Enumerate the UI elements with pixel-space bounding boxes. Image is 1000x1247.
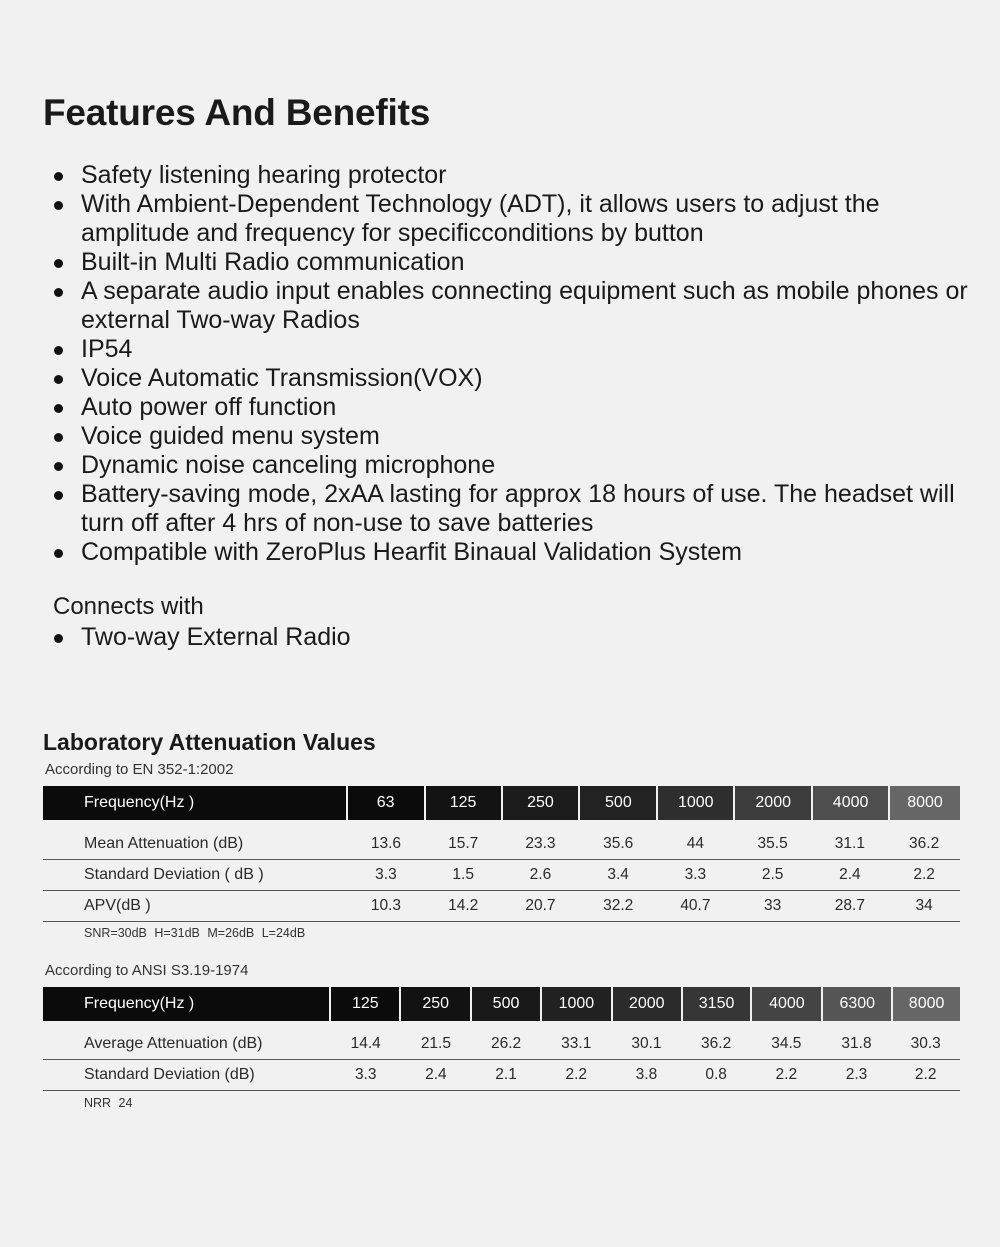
en-row-value: 2.4 (839, 866, 861, 883)
en-table-row (43, 829, 960, 860)
ansi-header-frequency: 250 (401, 987, 470, 1021)
en-header-frequency: 1000 (658, 786, 733, 820)
en-row-value: 3.4 (607, 866, 629, 883)
connects-title: Connects with (53, 593, 204, 620)
en-row-value: 14.2 (448, 897, 479, 914)
ansi-header-frequency: 4000 (752, 987, 821, 1021)
ansi-header-frequency: 125 (331, 987, 399, 1021)
ansi-row-value: 31.8 (841, 1035, 872, 1052)
en-row-value: 35.5 (757, 835, 788, 852)
ansi-header-frequency: 8000 (893, 987, 960, 1021)
feature-item: Dynamic noise canceling microphone (43, 451, 973, 480)
en-row-value: 2.5 (761, 866, 784, 883)
en-row-value: 2.2 (913, 866, 935, 883)
ansi-note: NRR 24 (84, 1096, 133, 1110)
en-row-value: 10.3 (370, 897, 402, 914)
feature-item: IP54 (43, 335, 973, 364)
features-list (43, 161, 973, 567)
en-row-value: 28.7 (834, 897, 865, 914)
ansi-row-value: 0.8 (705, 1066, 727, 1083)
ansi-table-row (43, 1060, 960, 1091)
connects-item: Two-way External Radio (43, 623, 351, 652)
en-row-value: 31.1 (834, 835, 865, 852)
page-title: Features And Benefits (43, 92, 431, 133)
ansi-row-value: 2.2 (775, 1066, 798, 1083)
ansi-row-label: Standard Deviation (dB) (84, 1066, 255, 1083)
lab-title: Laboratory Attenuation Values (43, 729, 376, 755)
ansi-row-value: 33.1 (561, 1035, 592, 1052)
ansi-row-value: 30.3 (910, 1035, 941, 1052)
en-attenuation-table (43, 786, 960, 922)
ansi-row-value: 3.3 (354, 1066, 377, 1083)
ansi-table-row (43, 1029, 960, 1060)
en-header-label: Frequency(Hz ) (43, 786, 346, 820)
en-row-value: 3.3 (375, 866, 397, 883)
ansi-row-value: 2.4 (425, 1066, 447, 1083)
en-subtitle: According to EN 352-1:2002 (45, 761, 234, 778)
feature-item: Voice Automatic Transmission(VOX) (43, 364, 973, 393)
en-header-frequency: 500 (580, 786, 656, 820)
ansi-row-value: 36.2 (701, 1035, 732, 1052)
en-row-value: 44 (686, 835, 705, 852)
ansi-header-frequency: 500 (472, 987, 540, 1021)
en-header-frequency: 250 (503, 786, 579, 820)
en-row-value: 23.3 (525, 835, 556, 852)
ansi-header-frequency: 1000 (542, 987, 611, 1021)
en-row-value: 33 (764, 897, 782, 914)
en-row-value: 34 (915, 897, 933, 914)
en-table-row (43, 891, 960, 922)
ansi-row-label: Average Attenuation (dB) (84, 1035, 263, 1052)
feature-item: Built-in Multi Radio communication (43, 248, 973, 277)
en-row-label: Standard Deviation ( dB ) (84, 866, 264, 883)
en-row-value: 20.7 (525, 897, 556, 914)
ansi-header-frequency: 3150 (683, 987, 751, 1021)
feature-item: A separate audio input enables connecting equipment such as mobile phones or external Two-way Radios (43, 277, 973, 335)
en-row-value: 35.6 (603, 835, 634, 852)
ansi-row-value: 26.2 (490, 1035, 522, 1052)
ansi-row-value: 2.1 (495, 1066, 517, 1083)
en-row-value: 13.6 (370, 835, 402, 852)
en-header-frequency: 4000 (813, 786, 888, 820)
ansi-row-value: 2.3 (845, 1066, 868, 1083)
en-note: SNR=30dB H=31dB M=26dB L=24dB (84, 926, 306, 940)
en-row-label: Mean Attenuation (dB) (84, 835, 244, 852)
ansi-subtitle: According to ANSI S3.19-1974 (45, 962, 249, 979)
feature-item: Compatible with ZeroPlus Hearfit Binaual Validation System (43, 538, 973, 567)
connects-list (43, 623, 351, 652)
ansi-row-value: 14.4 (350, 1035, 381, 1052)
feature-item: Battery-saving mode, 2xAA lasting for approx 18 hours of use. The headset will turn off after 4 hrs of non-use to save batteries (43, 480, 973, 538)
en-row-value: 15.7 (448, 835, 479, 852)
ansi-header-frequency: 2000 (613, 987, 681, 1021)
feature-item: Safety listening hearing protector (43, 161, 973, 190)
ansi-row-value: 21.5 (420, 1035, 451, 1052)
ansi-row-value: 3.8 (635, 1066, 658, 1083)
en-header-frequency: 8000 (890, 786, 960, 820)
en-header-row (43, 786, 960, 820)
en-row-label: APV(dB ) (84, 897, 151, 914)
en-row-value: 36.2 (909, 835, 940, 852)
ansi-row-value: 34.5 (771, 1035, 802, 1052)
en-row-value: 32.2 (603, 897, 634, 914)
feature-item: Voice guided menu system (43, 422, 973, 451)
ansi-attenuation-table (43, 987, 960, 1091)
en-table-row (43, 860, 960, 891)
en-row-value: 2.6 (529, 866, 552, 883)
en-header-frequency: 63 (348, 786, 424, 820)
ansi-header-label: Frequency(Hz ) (43, 987, 329, 1021)
ansi-row-value: 30.1 (631, 1035, 662, 1052)
en-header-frequency: 125 (426, 786, 501, 820)
en-row-value: 1.5 (452, 866, 474, 883)
ansi-header-row (43, 987, 960, 1021)
en-row-value: 3.3 (684, 866, 707, 883)
en-row-value: 40.7 (680, 897, 711, 914)
en-header-frequency: 2000 (735, 786, 811, 820)
ansi-row-value: 2.2 (565, 1066, 588, 1083)
feature-item: Auto power off function (43, 393, 973, 422)
ansi-row-value: 2.2 (914, 1066, 937, 1083)
feature-item: With Ambient-Dependent Technology (ADT), it allows users to adjust the amplitude and frequency for specificconditions by button (43, 190, 973, 248)
ansi-header-frequency: 6300 (823, 987, 891, 1021)
